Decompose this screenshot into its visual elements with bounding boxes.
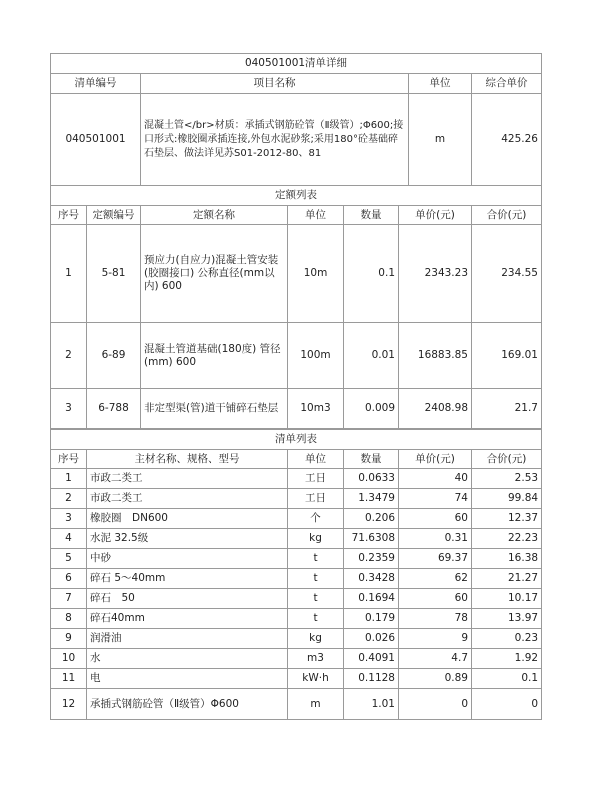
material-qty: 1.3479 (344, 489, 399, 509)
material-no: 4 (51, 529, 87, 549)
material-unit: 个 (288, 509, 344, 529)
quota-no: 2 (51, 323, 87, 389)
material-unit: t (288, 549, 344, 569)
table-row (51, 649, 542, 669)
materials-header-name: 主材名称、规格、型号 (87, 450, 288, 469)
material-name: 中砂 (87, 549, 288, 569)
material-unit: m3 (288, 649, 344, 669)
material-price: 0 (399, 689, 472, 720)
material-name: 碎石 5～40mm (87, 569, 288, 589)
material-name: 水泥 32.5级 (87, 529, 288, 549)
material-qty: 1.01 (344, 689, 399, 720)
quota-code: 5-81 (87, 225, 141, 323)
material-total: 12.37 (472, 509, 542, 529)
table-row (51, 489, 542, 509)
bill-header-code: 清单编号 (51, 74, 141, 94)
material-price: 78 (399, 609, 472, 629)
material-no: 12 (51, 689, 87, 720)
quota-price: 16883.85 (399, 323, 472, 389)
material-total: 1.92 (472, 649, 542, 669)
bill-header-name: 项目名称 (141, 74, 409, 94)
quota-qty: 0.01 (344, 323, 399, 389)
material-no: 10 (51, 649, 87, 669)
material-unit: m (288, 689, 344, 720)
material-unit: 工日 (288, 489, 344, 509)
material-qty: 0.1128 (344, 669, 399, 689)
material-price: 74 (399, 489, 472, 509)
material-total: 10.17 (472, 589, 542, 609)
material-total: 22.23 (472, 529, 542, 549)
quota-total: 21.7 (472, 389, 542, 429)
table-row (51, 629, 542, 649)
material-qty: 0.1694 (344, 589, 399, 609)
materials-header-qty: 数量 (344, 450, 399, 469)
quota-header-unit: 单位 (288, 206, 344, 225)
table-row (51, 609, 542, 629)
quota-name: 非定型渠(管)道干铺碎石垫层 (141, 389, 288, 429)
material-price: 60 (399, 509, 472, 529)
material-no: 7 (51, 589, 87, 609)
material-name: 碎石 50 (87, 589, 288, 609)
material-total: 0.1 (472, 669, 542, 689)
table-row (51, 589, 542, 609)
material-price: 9 (399, 629, 472, 649)
quota-qty: 0.1 (344, 225, 399, 323)
material-qty: 0.4091 (344, 649, 399, 669)
material-total: 99.84 (472, 489, 542, 509)
material-name: 电 (87, 669, 288, 689)
material-name: 市政二类工 (87, 469, 288, 489)
quota-header-name: 定额名称 (141, 206, 288, 225)
material-no: 11 (51, 669, 87, 689)
material-qty: 0.2359 (344, 549, 399, 569)
material-qty: 71.6308 (344, 529, 399, 549)
quota-unit: 100m (288, 323, 344, 389)
material-total: 13.97 (472, 609, 542, 629)
material-price: 69.37 (399, 549, 472, 569)
bill-table (50, 53, 542, 186)
quota-price: 2408.98 (399, 389, 472, 429)
quota-code: 6-89 (87, 323, 141, 389)
materials-header-unit: 单位 (288, 450, 344, 469)
material-name: 碎石40mm (87, 609, 288, 629)
table-row (51, 549, 542, 569)
table-row (51, 323, 542, 389)
quota-header-total: 合价(元) (472, 206, 542, 225)
quota-section-title: 定额列表 (51, 186, 542, 206)
materials-section-title: 清单列表 (51, 430, 542, 450)
material-no: 2 (51, 489, 87, 509)
quota-price: 2343.23 (399, 225, 472, 323)
material-no: 1 (51, 469, 87, 489)
table-row (51, 389, 542, 429)
material-name: 水 (87, 649, 288, 669)
material-no: 5 (51, 549, 87, 569)
material-qty: 0.206 (344, 509, 399, 529)
table-row (51, 669, 542, 689)
table-row (51, 569, 542, 589)
quota-unit: 10m3 (288, 389, 344, 429)
quota-table (50, 185, 542, 429)
material-total: 0.23 (472, 629, 542, 649)
material-name: 承插式钢筋砼管（Ⅱ级管）Φ600 (87, 689, 288, 720)
quota-no: 3 (51, 389, 87, 429)
material-total: 16.38 (472, 549, 542, 569)
quota-header-code: 定额编号 (87, 206, 141, 225)
material-total: 21.27 (472, 569, 542, 589)
material-name: 橡胶圈 DN600 (87, 509, 288, 529)
material-price: 62 (399, 569, 472, 589)
material-total: 2.53 (472, 469, 542, 489)
quota-code: 6-788 (87, 389, 141, 429)
table-row (51, 509, 542, 529)
bill-header-unit: 单位 (409, 74, 472, 94)
materials-header-no: 序号 (51, 450, 87, 469)
quota-header-qty: 数量 (344, 206, 399, 225)
page-title: 040501001清单详细 (51, 54, 542, 74)
materials-table (50, 429, 542, 720)
material-no: 9 (51, 629, 87, 649)
quota-name: 混凝土管道基础(180度) 管径(mm) 600 (141, 323, 288, 389)
material-unit: t (288, 609, 344, 629)
material-unit: kg (288, 529, 344, 549)
table-row (51, 469, 542, 489)
bill-name: 混凝土管</br>材质：承插式钢筋砼管（Ⅱ级管）;Φ600;接口形式:橡胶圈承插连接,外包水泥砂浆;采用180°砼基础碎石垫层、做法详见苏S01-2012-80、81 (141, 94, 409, 186)
material-qty: 0.0633 (344, 469, 399, 489)
quota-total: 169.01 (472, 323, 542, 389)
material-no: 8 (51, 609, 87, 629)
material-unit: t (288, 569, 344, 589)
bill-price: 425.26 (472, 94, 542, 186)
material-unit: t (288, 589, 344, 609)
material-name: 市政二类工 (87, 489, 288, 509)
quota-header-no: 序号 (51, 206, 87, 225)
quota-total: 234.55 (472, 225, 542, 323)
material-qty: 0.026 (344, 629, 399, 649)
material-price: 60 (399, 589, 472, 609)
material-total: 0 (472, 689, 542, 720)
material-price: 4.7 (399, 649, 472, 669)
bill-header-price: 综合单价 (472, 74, 542, 94)
table-row (51, 689, 542, 720)
material-price: 0.31 (399, 529, 472, 549)
quota-unit: 10m (288, 225, 344, 323)
table-row (51, 529, 542, 549)
material-price: 0.89 (399, 669, 472, 689)
material-unit: kg (288, 629, 344, 649)
material-no: 3 (51, 509, 87, 529)
quota-header-price: 单价(元) (399, 206, 472, 225)
bill-code: 040501001 (51, 94, 141, 186)
material-price: 40 (399, 469, 472, 489)
material-qty: 0.179 (344, 609, 399, 629)
quota-name: 预应力(自应力)混凝土管安装(胶圈接口) 公称直径(mm以内) 600 (141, 225, 288, 323)
material-no: 6 (51, 569, 87, 589)
material-qty: 0.3428 (344, 569, 399, 589)
bill-unit: m (409, 94, 472, 186)
quota-no: 1 (51, 225, 87, 323)
material-unit: kW·h (288, 669, 344, 689)
table-row (51, 225, 542, 323)
material-name: 润滑油 (87, 629, 288, 649)
materials-header-price: 单价(元) (399, 450, 472, 469)
quota-qty: 0.009 (344, 389, 399, 429)
materials-header-total: 合价(元) (472, 450, 542, 469)
material-unit: 工日 (288, 469, 344, 489)
